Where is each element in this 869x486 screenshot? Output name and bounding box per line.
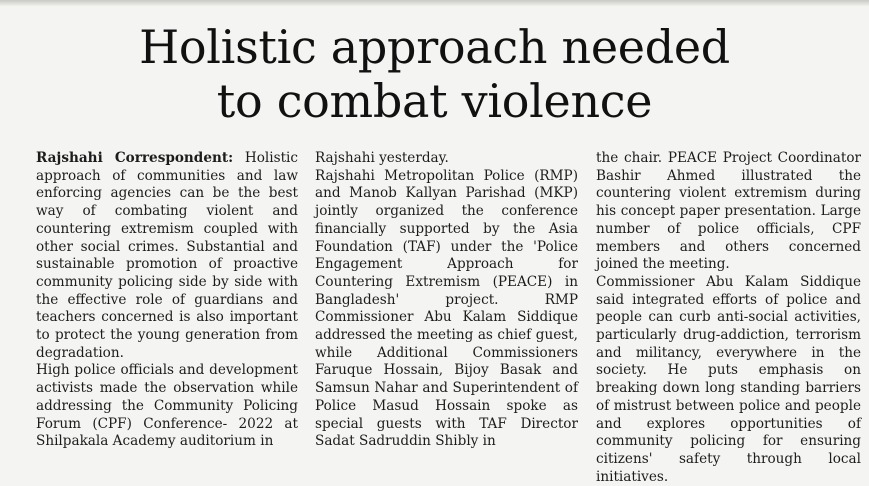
paragraph: the chair. PEACE Project Coordinator Bashir Ahmed illustrated the countering violent extremism during his concept paper presentation. Large number of police officials, CPF members and others concerned joined the meeting. <box>596 150 861 273</box>
paragraph: Rajshahi yesterday. <box>315 150 449 166</box>
byline: Rajshahi Correspondent: <box>36 150 234 166</box>
paragraph-text: Holistic approach of communities and law enforcing agencies can be the best way of combating violent and countering extremism coupled with other social crimes. Substantial and sustainable promotion of proactive community policing side by side with the effective role of guardians and teachers concerned is also important to protect the young generation from degradation. <box>36 150 299 361</box>
article-column-2 <box>315 150 578 451</box>
paragraph: High police officials and development activists made the observation while addressing the Community Policing Forum (CPF) Conference- 2022 at Shilpakala Academy auditorium in <box>36 362 298 450</box>
headline-line-1: Holistic approach needed <box>139 20 730 74</box>
paragraph: Commissioner Abu Kalam Siddique said integrated efforts of police and people can curb anti-social activities, particularly drug-addiction, terrorism and militancy, everywhere in the society. He puts emphasis on breaking down long standing barriers of mistrust between police and people and explores opportunities of community policing for ensuring citizens' safety through local initiatives. <box>596 273 861 485</box>
headline <box>0 20 869 128</box>
paragraph <box>36 150 298 362</box>
paragraph: Rajshahi Metropolitan Police (RMP) and Manob Kallyan Parishad (MKP) jointly organized the conference financially supported by the Asia Foundation (TAF) under the 'Police Engagement Approach for Countering Extremism (PEACE) in Bangladesh' project. RMP Commissioner Abu Kalam Siddique addressed the meeting as chief guest, while Additional Commissioners Faruque Hossain, Bijoy Basak and Samsun Nahar and Superintendent of Police Masud Hossain spoke as special guests with TAF Director Sadat Sadruddin Shibly in <box>315 167 578 450</box>
headline-line-2: to combat violence <box>216 74 653 128</box>
article-column-3 <box>596 150 861 486</box>
article-column-1 <box>36 150 298 451</box>
top-rule <box>0 0 869 6</box>
